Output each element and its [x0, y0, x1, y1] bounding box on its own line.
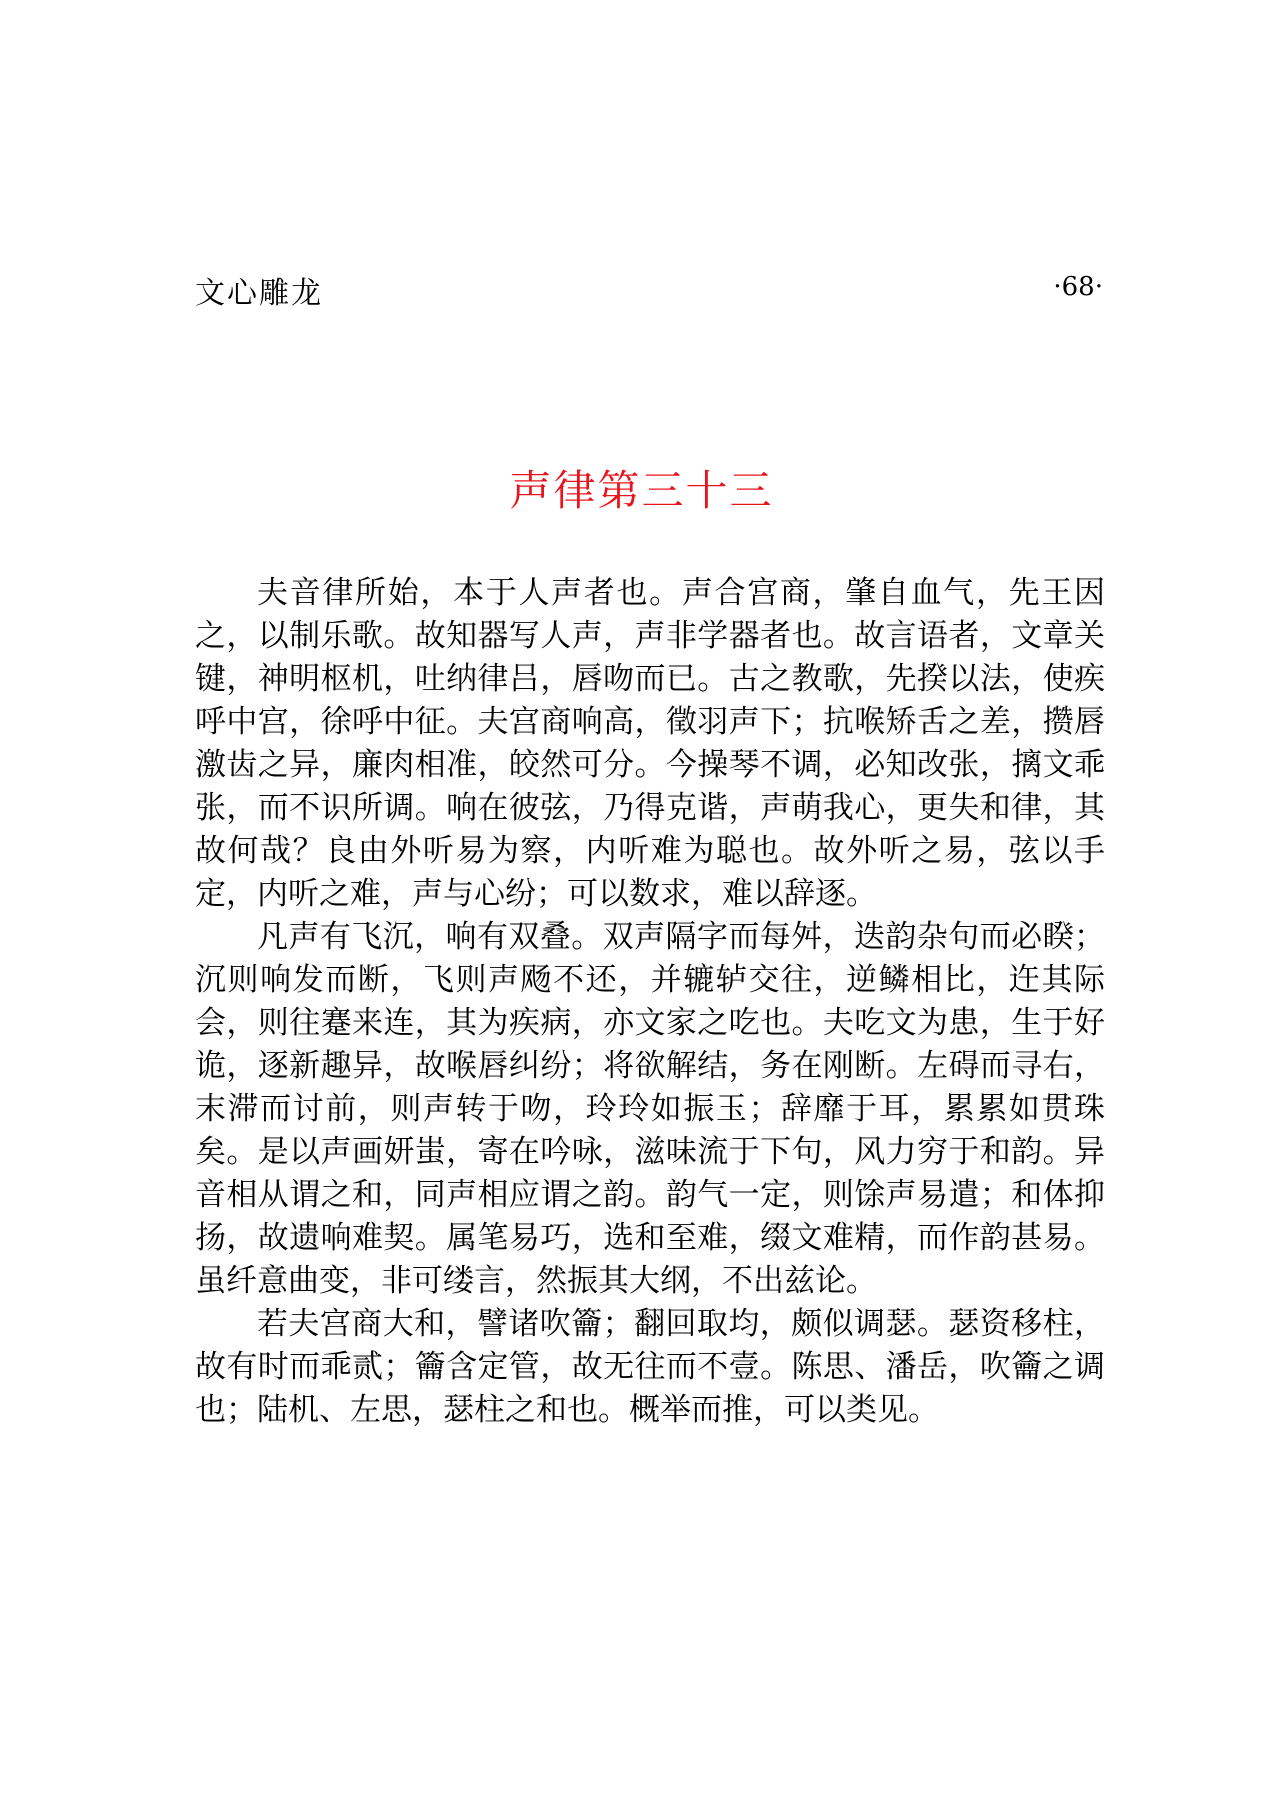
paragraph: 夫音律所始，本于人声者也。声合宫商，肇自血气，先王因之，以制乐歌。故知器写人声，声非学器者也。故言语者，文章关键，神明枢机，吐纳律吕，唇吻而已。古之教歌，先揆以法，使疾呼中宫，徐呼中征。夫宫商响高，徵羽声下；抗喉矫舌之差，攒唇激齿之异，廉肉相准，皎然可分。今操琴不调，必知改张，摛文乖张，而不识所调。响在彼弦，乃得克谐，声萌我心，更失和律，其故何哉？良由外听易为察，内听难为聪也。故外听之易，弦以手定，内听之难，声与心纷；可以数求，难以辞逐。 [195, 575, 1105, 912]
running-head-book-title: 文心雕龙 [195, 276, 323, 311]
paragraph: 若夫宫商大和，譬诸吹籥；翻回取均，颇似调瑟。瑟资移柱，故有时而乖贰；籥含定管，故无往而不壹。陈思、潘岳，吹籥之调也；陆机、左思，瑟柱之和也。概举而推，可以类见。 [195, 1306, 1105, 1428]
page-number: ·68· [1053, 272, 1103, 302]
paragraph: 凡声有飞沉，响有双叠。双声隔字而每舛，迭韵杂句而必睽；沉则响发而断，飞则声飏不还，并辘轳交往，逆鳞相比，迕其际会，则往蹇来连，其为疾病，亦文家之吃也。夫吃文为患，生于好诡，逐新趣异，故喉唇纠纷；将欲解结，务在刚断。左碍而寻右，末滞而讨前，则声转于吻，玲玲如振玉；辞靡于耳，累累如贯珠矣。是以声画妍蚩，寄在吟咏，滋味流于下句，风力穷于和韵。异音相从谓之和，同声相应谓之韵。韵气一定，则馀声易遣；和体抑扬，故遗响难契。属笔易巧，选和至难，缀文难精，而作韵甚易。虽纤意曲变，非可缕言，然振其大纲，不出兹论。 [195, 919, 1105, 1299]
chapter-title: 声律第三十三 [509, 466, 774, 515]
body-text [195, 572, 1105, 1432]
